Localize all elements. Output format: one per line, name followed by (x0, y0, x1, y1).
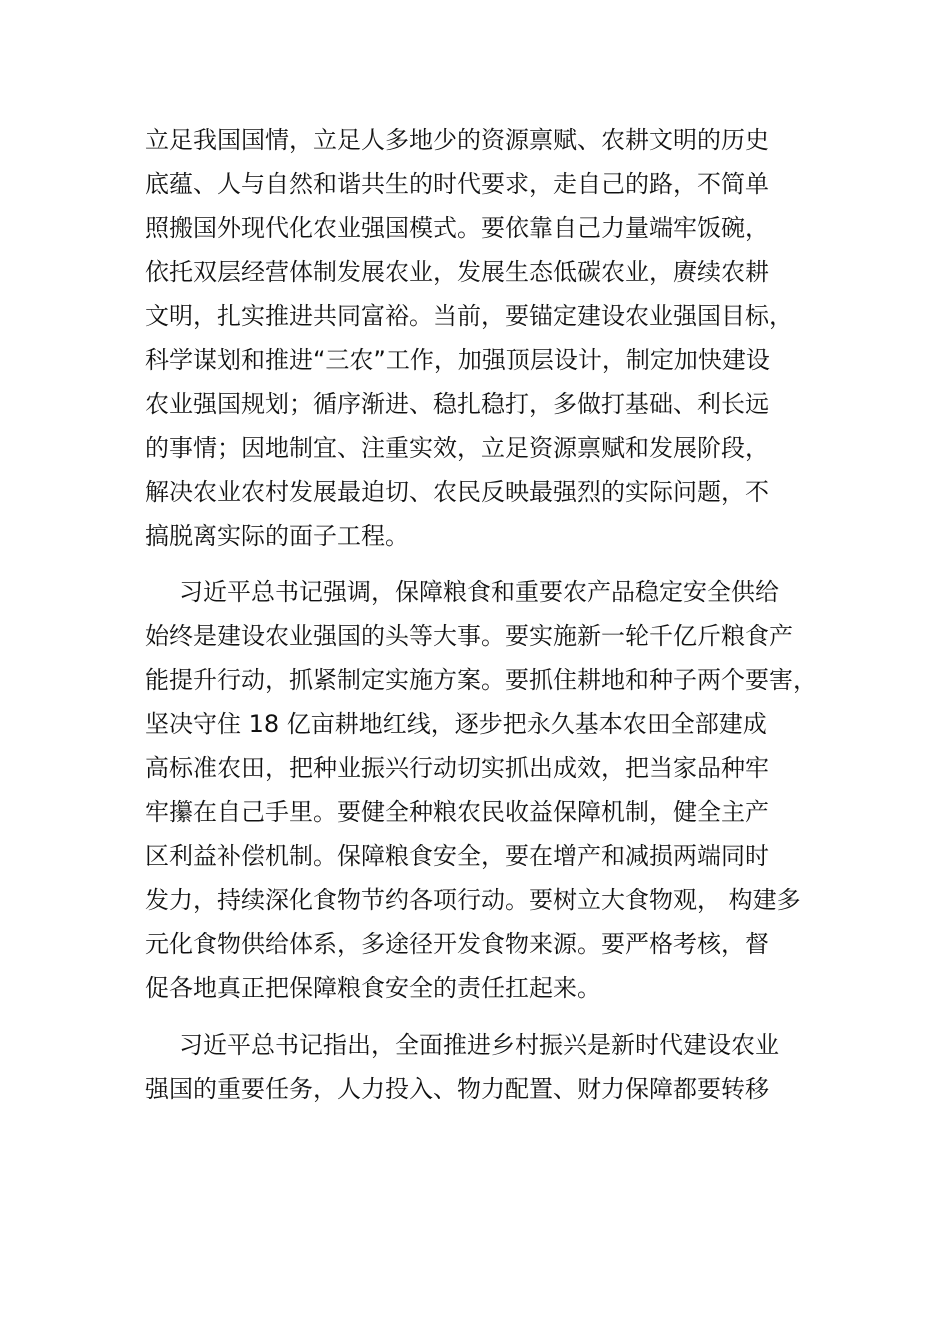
paragraph-line: 坚决守住 18 亿亩耕地红线，逐步把永久基本农田全部建成 (145, 710, 767, 738)
paragraph-line: 文明，扎实推进共同富裕。当前，要锚定建设农业强国目标， (145, 302, 793, 330)
paragraph-line: 习近平总书记强调，保障粮食和重要农产品稳定安全供给 (179, 578, 779, 606)
paragraph-line: 农业强国规划；循序渐进、稳扎稳打，多做打基础、利长远 (145, 390, 769, 418)
paragraph-line: 始终是建设农业强国的头等大事。要实施新一轮千亿斤粮食产 (145, 622, 793, 650)
paragraph-line: 的事情；因地制宜、注重实效，立足资源禀赋和发展阶段， (145, 434, 769, 462)
paragraph-line: 解决农业农村发展最迫切、农民反映最强烈的实际问题，不 (145, 478, 769, 506)
paragraph-line: 牢攥在自己手里。要健全种粮农民收益保障机制，健全主产 (145, 798, 769, 826)
paragraph-line: 照搬国外现代化农业强国模式。要依靠自己力量端牢饭碗， (145, 214, 769, 242)
paragraph-line: 科学谋划和推进“三农”工作，加强顶层设计，制定加快建设 (145, 346, 770, 374)
paragraph-line: 高标准农田，把种业振兴行动切实抓出成效，把当家品种牢 (145, 754, 769, 782)
paragraph-line: 能提升行动，抓紧制定实施方案。要抓住耕地和种子两个要害， (145, 666, 817, 694)
paragraph-line: 搞脱离实际的面子工程。 (145, 522, 409, 550)
paragraph-line: 习近平总书记指出，全面推进乡村振兴是新时代建设农业 (179, 1031, 779, 1059)
paragraph-line: 区利益补偿机制。保障粮食安全，要在增产和减损两端同时 (145, 842, 769, 870)
paragraph-line: 促各地真正把保障粮食安全的责任扛起来。 (145, 974, 601, 1002)
paragraph-line: 底蕴、人与自然和谐共生的时代要求，走自己的路，不简单 (145, 170, 769, 198)
paragraph-line: 元化食物供给体系，多途径开发食物来源。要严格考核，督 (145, 930, 769, 958)
paragraph-line: 依托双层经营体制发展农业，发展生态低碳农业，赓续农耕 (145, 258, 769, 286)
paragraph-line: 立足我国国情，立足人多地少的资源禀赋、农耕文明的历史 (145, 126, 769, 154)
paragraph-line: 发力，持续深化食物节约各项行动。要树立大食物观， 构建多 (145, 886, 801, 914)
paragraph-line: 强国的重要任务，人力投入、物力配置、财力保障都要转移 (145, 1075, 769, 1103)
